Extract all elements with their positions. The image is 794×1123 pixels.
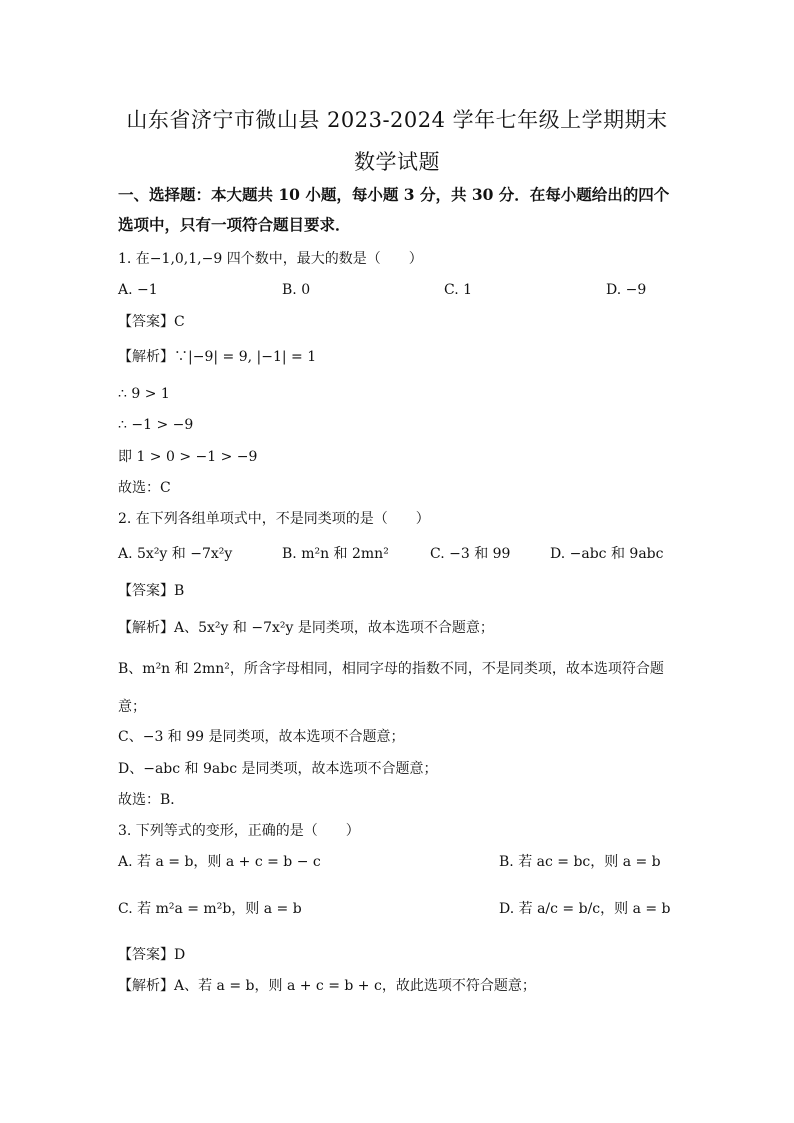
question-3-stem: 3. 下列等式的变形，正确的是（ ） bbox=[118, 823, 360, 839]
question-1-stem: 1. 在−1,0,1,−9 四个数中，最大的数是（ ） bbox=[118, 251, 423, 267]
q1-analysis-5: 故选：C bbox=[118, 480, 171, 496]
q2-option-a: A. 5x²y 和 −7x²y bbox=[118, 546, 233, 562]
section-heading-cont: 选项中，只有一项符合题目要求． bbox=[118, 215, 351, 234]
q3-option-c: C. 若 m²a = m²b，则 a = b bbox=[118, 901, 302, 917]
q3-option-b: B. 若 ac = bc，则 a = b bbox=[499, 854, 661, 870]
q2-answer: 【答案】B bbox=[118, 583, 185, 599]
q1-option-a: A. −1 bbox=[118, 282, 158, 298]
doc-title: 山东省济宁市微山县 2023-2024 学年七年级上学期期末 bbox=[126, 108, 668, 132]
q1-option-b: B. 0 bbox=[282, 282, 311, 298]
q3-option-d: D. 若 a/c = b/c，则 a = b bbox=[499, 901, 671, 917]
q1-analysis-3: ∴ −1 > −9 bbox=[118, 417, 194, 433]
q2-option-b: B. m²n 和 2mn² bbox=[282, 546, 389, 562]
q2-analysis-2: B、m²n 和 2mn²，所含字母相同，相同字母的指数不同，不是同类项，故本选项符合题 bbox=[118, 661, 664, 677]
q1-analysis-4: 即 1 > 0 > −1 > −9 bbox=[118, 449, 258, 465]
q3-answer: 【答案】D bbox=[118, 947, 186, 963]
q3-option-a: A. 若 a = b，则 a + c = b − c bbox=[118, 854, 321, 870]
question-2-stem: 2. 在下列各组单项式中，不是同类项的是（ ） bbox=[118, 511, 430, 527]
q1-analysis-1: 【解析】∵|−9| = 9, |−1| = 1 bbox=[118, 349, 317, 365]
q2-analysis-4: C、−3 和 99 是同类项，故本选项不合题意； bbox=[118, 729, 405, 745]
q2-analysis-3: 意； bbox=[118, 699, 146, 715]
q2-analysis-5: D、−abc 和 9abc 是同类项，故本选项不合题意； bbox=[118, 761, 438, 777]
q2-option-d: D. −abc 和 9abc bbox=[550, 546, 664, 562]
q2-analysis-6: 故选：B． bbox=[118, 792, 185, 808]
q1-answer: 【答案】C bbox=[118, 314, 185, 330]
q1-analysis-2: ∴ 9 > 1 bbox=[118, 386, 170, 402]
q2-option-c: C. −3 和 99 bbox=[430, 546, 511, 562]
section-heading: 一、选择题：本大题共 10 小题，每小题 3 分，共 30 分．在每小题给出的四个 bbox=[118, 185, 670, 204]
q3-analysis-1: 【解析】A、若 a = b，则 a + c = b + c，故此选项不符合题意； bbox=[118, 978, 536, 994]
q1-option-c: C. 1 bbox=[444, 282, 473, 298]
q1-option-d: D. −9 bbox=[606, 282, 647, 298]
q2-analysis-1: 【解析】A、5x²y 和 −7x²y 是同类项，故本选项不合题意； bbox=[118, 620, 494, 636]
doc-subtitle: 数学试题 bbox=[354, 150, 440, 174]
